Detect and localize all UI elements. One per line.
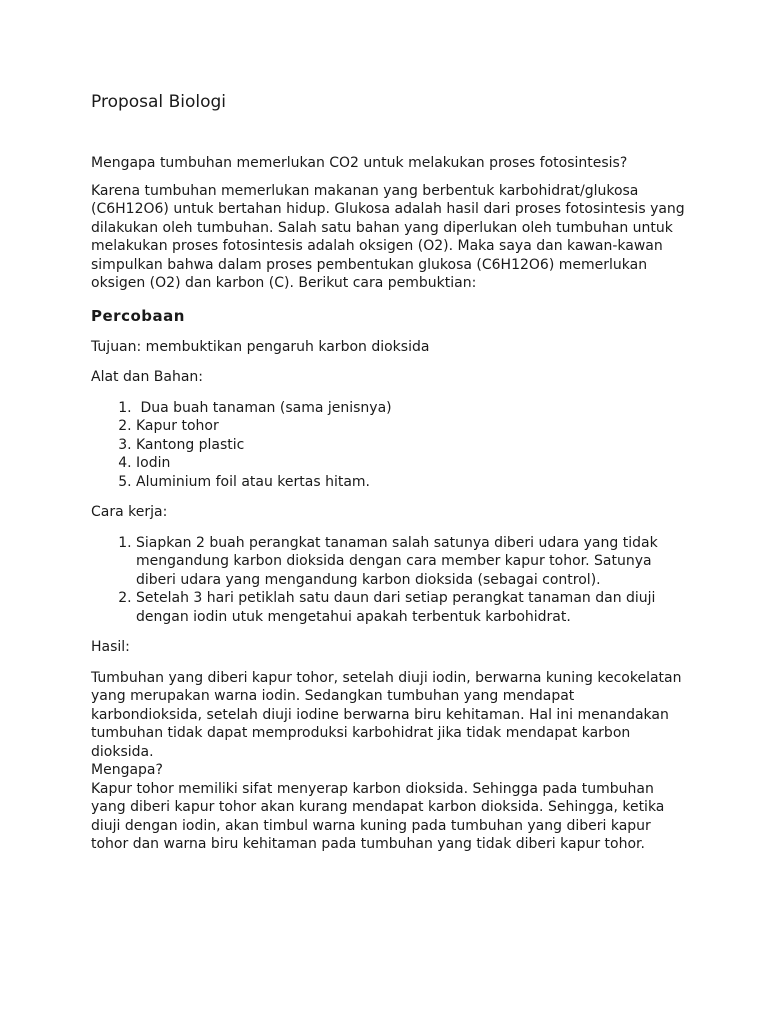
list-item: 1. Siapkan 2 buah perangkat tanaman salah satunya diberi udara yang tidak mengandung karbon dioksida dengan cara member kapur tohor. Satunya diberi udara yang mengandung karbon dioksida (sebagai control). — [136, 534, 691, 590]
list-item: 4. Iodin — [136, 454, 691, 473]
list-item: 2. Setelah 3 hari petiklah satu daun dari setiap perangkat tanaman dan diuji dengan iodin utuk mengetahui apakah terbentuk karbohidrat. — [136, 589, 691, 626]
cara-label: Cara kerja: — [91, 504, 168, 520]
intro-paragraph: Karena tumbuhan memerlukan makanan yang berbentuk karbohidrat/glukosa (C6H12O6) untuk bertahan hidup. Glukosa adalah hasil dari proses fotosintesis yang dilakukan oleh tumbuhan. Salah satu bahan yang diperlukan oleh tumbuhan untuk melakukan proses fotosintesis adalah oksigen (O2). Maka saya dan kawan-kawan simpulkan bahwa dalam proses pembentukan glukosa (C6H12O6) memerlukan oksigen (O2) dan karbon (C). Berikut cara pembuktian: — [91, 182, 685, 291]
list-item: 3. Kantong plastic — [136, 436, 691, 455]
hasil-label: Hasil: — [91, 639, 130, 655]
alat-list — [91, 399, 691, 492]
list-item: 2. Kapur tohor — [136, 417, 691, 436]
cara-list — [91, 534, 691, 627]
hasil-paragraph: Tumbuhan yang diberi kapur tohor, setelah diuji iodin, berwarna kuning kecokelatan yang merupakan warna iodin. Sedangkan tumbuhan yang mendapat karbondioksida, setelah diuji iodine berwarna biru kehitaman. Hal ini menandakan tumbuhan tidak dapat memproduksi karbohidrat jika tidak mendapat karbon dioksida. Mengapa? Kapur tohor memiliki sifat menyerap karbon dioksida. Sehingga pada tumbuhan yang diberi kapur tohor akan kurang mendapat karbon dioksida. Sehingga, ketika diuji dengan iodin, akan timbul warna kuning pada tumbuhan yang diberi kapur tohor dan warna biru kehitaman pada tumbuhan yang tidak diberi kapur tohor. — [91, 669, 682, 852]
list-item: 5. Aluminium foil atau kertas hitam. — [136, 473, 691, 492]
document-page — [91, 88, 691, 854]
list-item: 1. Dua buah tanaman (sama jenisnya) — [136, 399, 691, 418]
question-text: Mengapa tumbuhan memerlukan CO2 untuk melakukan proses fotosintesis? — [91, 155, 628, 171]
document-title: Proposal Biologi — [91, 92, 226, 112]
tujuan-text: Tujuan: membuktikan pengaruh karbon dioksida — [91, 338, 430, 355]
alat-label: Alat dan Bahan: — [91, 369, 203, 385]
section-heading-percobaan: Percobaan — [91, 306, 185, 325]
